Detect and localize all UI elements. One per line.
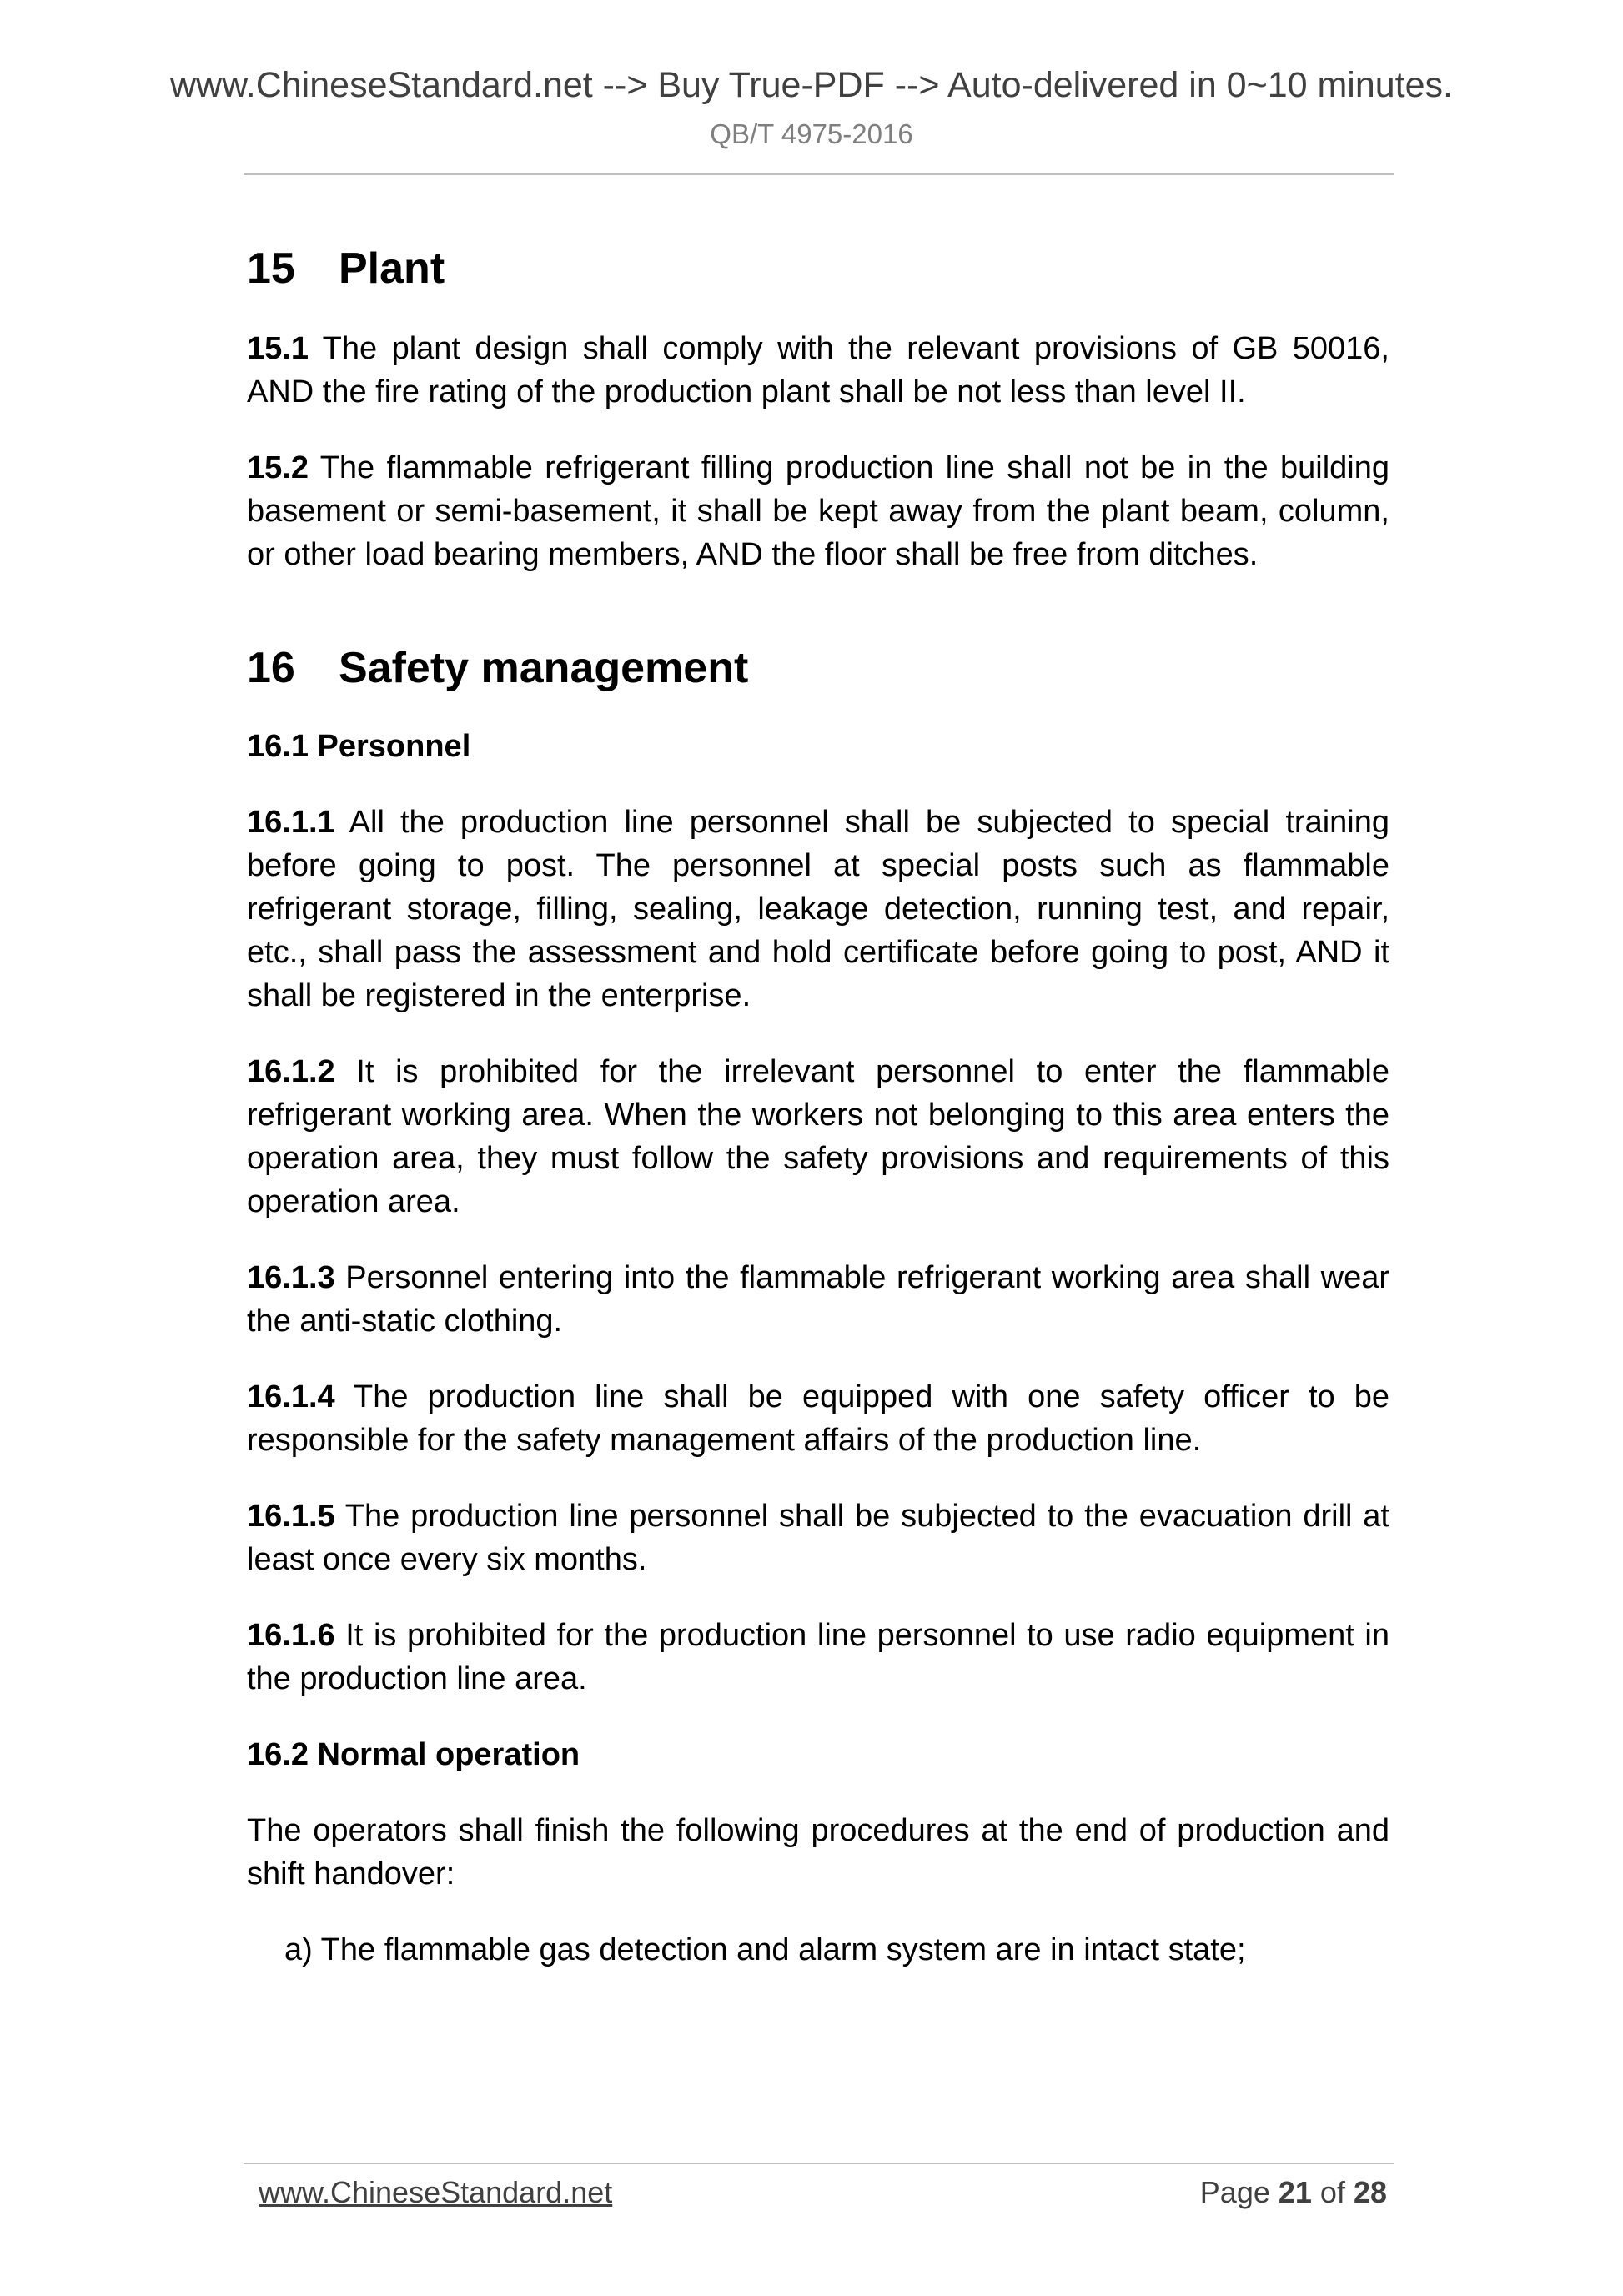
clause-number: 16.1.6	[247, 1618, 335, 1653]
clause-text: The production line shall be equipped with one safety officer to be responsible for the safety management affairs of the production line.	[247, 1379, 1389, 1458]
clause-text: It is prohibited for the production line personnel to use radio equipment in the production line area.	[247, 1618, 1389, 1696]
clause-number: 15.2	[247, 450, 309, 485]
clause-number: 16.1.1	[247, 805, 335, 840]
subsection-16-1-heading: 16.1 Personnel	[247, 729, 471, 764]
clause-15-2	[247, 446, 1389, 576]
clause-16-1-6	[247, 1614, 1389, 1701]
clause-text: All the production line personnel shall be subjected to special training before going to post. The personnel at special posts such as flammable refrigerant storage, filling, sealing, leakage detection, running test, and repair, etc., shall pass the assessment and hold certificate before going to post, AND it shall be registered in the enterprise.	[247, 805, 1389, 1013]
clause-16-1-3	[247, 1256, 1389, 1343]
clause-16-1-4	[247, 1375, 1389, 1462]
section-15-title: Plant	[339, 244, 445, 293]
clause-text: The plant design shall comply with the relevant provisions of GB 50016, AND the fire rating of the production plant shall be not less than level II.	[247, 331, 1389, 409]
footer-site-link[interactable]: www.ChineseStandard.net	[259, 2175, 613, 2209]
page-number: 21	[1278, 2175, 1312, 2209]
clause-number: 15.1	[247, 331, 309, 366]
clause-number: 16.1.4	[247, 1379, 335, 1414]
page-body	[247, 239, 1389, 1972]
page-of: of	[1311, 2175, 1354, 2209]
clause-16-1-1	[247, 801, 1389, 1017]
clause-text: Personnel entering into the flammable refrigerant working area shall wear the anti-static clothing.	[247, 1260, 1389, 1339]
footer-divider	[244, 2163, 1394, 2164]
section-15-heading	[247, 239, 1389, 299]
standard-code: QB/T 4975-2016	[710, 118, 913, 149]
page-prefix: Page	[1199, 2175, 1279, 2209]
clause-text: The flammable refrigerant filling production line shall not be in the building basement or semi-basement, it shall be kept away from the plant beam, column, or other load bearing members, AND the floor shall be free from ditches.	[247, 450, 1389, 572]
clause-number: 16.1.2	[247, 1054, 335, 1089]
section-16-title: Safety management	[339, 644, 749, 692]
section-16-heading	[247, 638, 1389, 698]
page-total: 28	[1353, 2175, 1387, 2209]
clause-16-1-5	[247, 1495, 1389, 1581]
list-item-a: a) The flammable gas detection and alarm system are in intact state;	[284, 1932, 1246, 1967]
header-divider	[244, 173, 1394, 175]
clause-number: 16.1.5	[247, 1499, 335, 1534]
page-indicator	[1200, 2175, 1387, 2210]
clause-16-1-2	[247, 1050, 1389, 1223]
section-16-number: 16	[247, 644, 295, 692]
clause-number: 16.1.3	[247, 1260, 335, 1295]
clause-15-1	[247, 327, 1389, 414]
clause-text: The production line personnel shall be subjected to the evacuation drill at least once every six months.	[247, 1499, 1389, 1577]
clause-text: It is prohibited for the irrelevant personnel to enter the flammable refrigerant working area. When the workers not belonging to this area enters the operation area, they must follow the safety provisions and requirements of this operation area.	[247, 1054, 1389, 1219]
header-banner: www.ChineseStandard.net --> Buy True-PDF --> Auto-delivered in 0~10 minutes.	[169, 65, 1453, 105]
section-15-number: 15	[247, 244, 295, 293]
subsection-16-2-heading: 16.2 Normal operation	[247, 1737, 580, 1772]
clause-16-2-intro: The operators shall finish the following procedures at the end of production and shift handover:	[247, 1813, 1389, 1892]
